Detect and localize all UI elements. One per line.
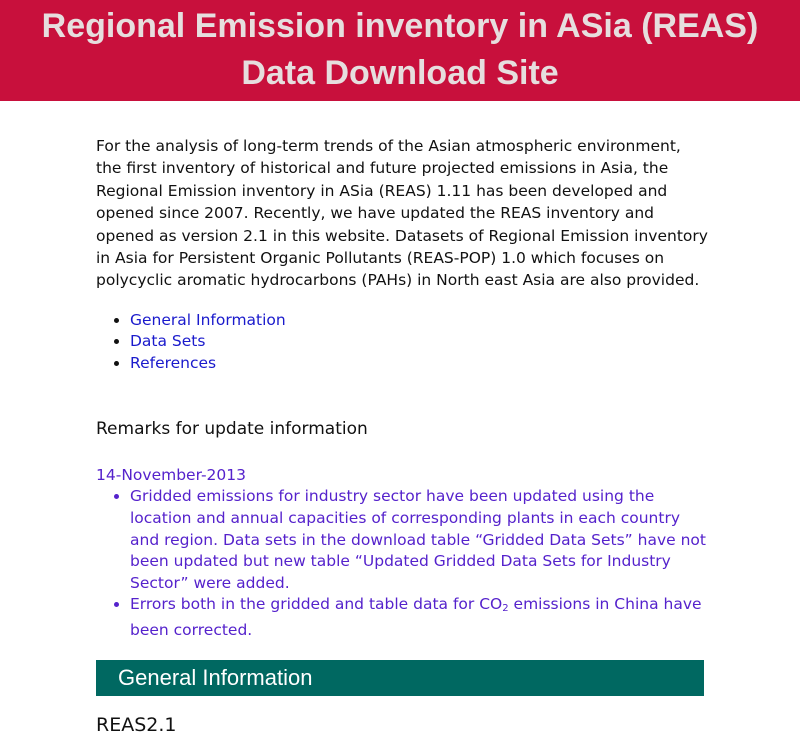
update-item-text: emissions in China have been corrected.: [130, 595, 702, 639]
nav-list-item: [130, 331, 708, 353]
remarks-heading: Remarks for update information: [96, 419, 368, 440]
link-references[interactable]: References: [130, 353, 217, 372]
update-date: 14-November-2013: [96, 466, 246, 485]
site-header-banner: [0, 0, 800, 101]
nav-list-item: [130, 353, 708, 375]
site-title-line1: Regional Emission inventory in ASia (REAS): [41, 7, 759, 45]
nav-link-list: [96, 310, 708, 375]
intro-paragraph: For the analysis of long-term trends of the Asian atmospheric environment, the first inventory of historical and future projected emissions in Asia, the Regional Emission inventory in ASia (REAS) 1.11 has been developed and opened since 2007. Recently, we have updated the REAS inventory and opened as version 2.1 in this website. Datasets of Regional Emission inventory in Asia for Persistent Organic Pollutants (REAS-POP) 1.0 which focuses on polycyclic aromatic hydrocarbons (PAHs) in North east Asia are also provided.: [96, 137, 708, 290]
update-list: [96, 486, 708, 641]
main-content: [96, 101, 708, 736]
update-item-text: Errors both in the gridded and table data for CO: [130, 595, 503, 614]
update-item: [130, 594, 708, 641]
update-item: • Gridded emissions for industry sector have been updated using the location and annual capacities of corresponding plants in each country and region. Data sets in the download table “Gridded Data Sets” have not been updated but new table “Updated Gridded Data Sets for Industry Sector” were added.: [130, 486, 708, 594]
co2-subscript: 2: [502, 603, 509, 615]
link-data-sets[interactable]: Data Sets: [130, 332, 206, 351]
site-title-line2: Data Download Site: [241, 54, 559, 92]
link-general-information[interactable]: General Information: [130, 310, 286, 329]
sub-heading-reas21: REAS2.1: [96, 714, 177, 736]
nav-list-item: [130, 310, 708, 332]
section-header-general-information: General Information: [96, 660, 704, 696]
